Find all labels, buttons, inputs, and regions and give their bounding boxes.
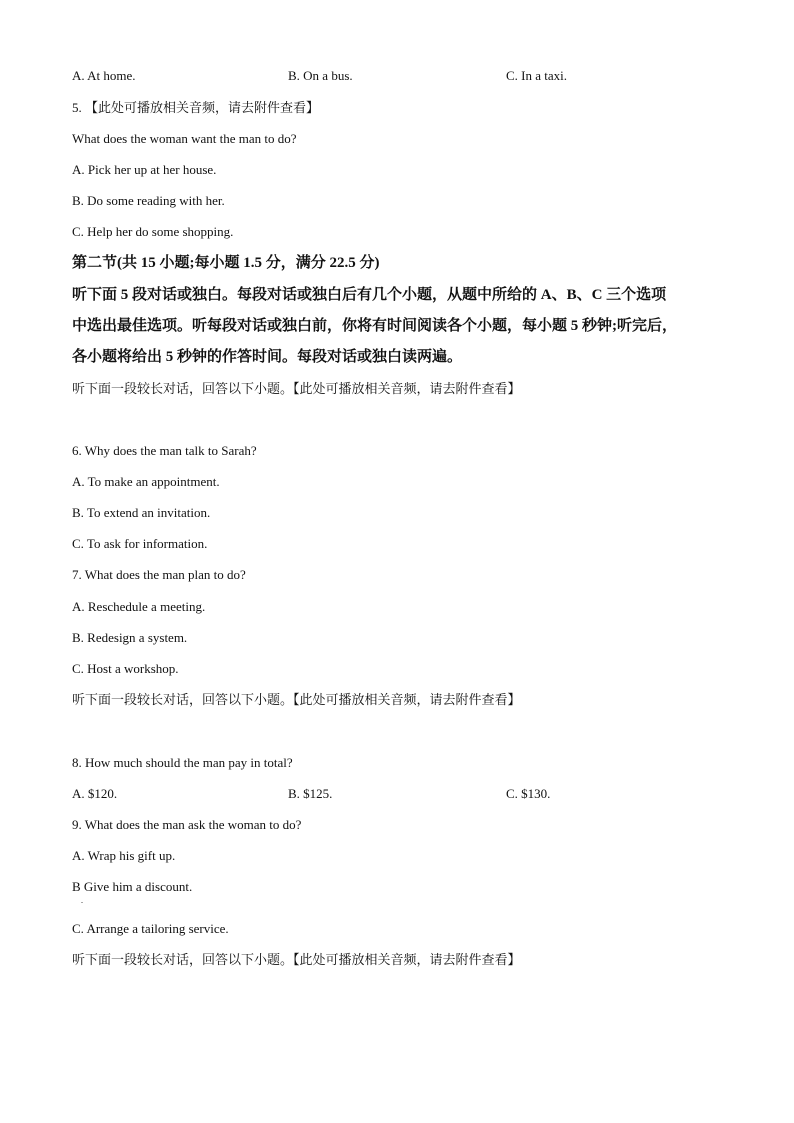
q7-question: 7. What does the man plan to do? xyxy=(72,567,246,582)
q4-option-a: A. At home. xyxy=(72,68,136,83)
q5-header: 5. 【此处可播放相关音频，请去附件查看】 xyxy=(72,100,320,115)
audio-note-2: 听下面一段较长对话，回答以下小题。【此处可播放相关音频，请去附件查看】 xyxy=(72,692,521,707)
section2-instructions-line2: 中选出最佳选项。听每段对话或独白前，你将有时间阅读各个小题，每小题 5 秒钟;听完后， xyxy=(72,318,677,334)
q9-question: 9. What does the man ask the woman to do? xyxy=(72,817,302,832)
q9-option-b: B Give him a discount. xyxy=(72,879,193,894)
q8-option-b: B. $125. xyxy=(288,786,333,801)
q8-option-c: C. $130. xyxy=(506,786,551,801)
audio-note-3: 听下面一段较长对话，回答以下小题。【此处可播放相关音频，请去附件查看】 xyxy=(72,952,521,967)
q9-option-a: A. Wrap his gift up. xyxy=(72,848,176,863)
q6-option-a: A. To make an appointment. xyxy=(72,474,220,489)
section2-instructions-line3: 各小题将给出 5 秒钟的作答时间。每段对话或独白读两遍。 xyxy=(72,349,463,365)
q8-option-a: A. $120. xyxy=(72,786,118,801)
q5-option-b: B. Do some reading with her. xyxy=(72,193,225,208)
q5-option-c: C. Help her do some shopping. xyxy=(72,224,234,239)
q7-option-a: A. Reschedule a meeting. xyxy=(72,599,206,614)
q4-option-b: B. On a bus. xyxy=(288,68,353,83)
stray-mark: . xyxy=(81,896,83,905)
q4-option-c: C. In a taxi. xyxy=(506,68,568,83)
q8-question: 8. How much should the man pay in total? xyxy=(72,755,293,770)
q9-option-c: C. Arrange a tailoring service. xyxy=(72,921,229,936)
q6-option-c: C. To ask for information. xyxy=(72,536,208,551)
q7-option-b: B. Redesign a system. xyxy=(72,630,188,645)
q5-option-a: A. Pick her up at her house. xyxy=(72,162,217,177)
q5-question: What does the woman want the man to do? xyxy=(72,131,297,146)
q7-option-c: C. Host a workshop. xyxy=(72,661,179,676)
q6-option-b: B. To extend an invitation. xyxy=(72,505,211,520)
section2-instructions-line1: 听下面 5 段对话或独白。每段对话或独白后有几个小题，从题中所给的 A、B、C 三个选项 xyxy=(72,287,667,303)
q6-question: 6. Why does the man talk to Sarah? xyxy=(72,443,257,458)
audio-note-1: 听下面一段较长对话，回答以下小题。【此处可播放相关音频，请去附件查看】 xyxy=(72,381,521,396)
section2-title: 第二节(共 15 小题;每小题 1.5 分，满分 22.5 分) xyxy=(72,255,380,271)
